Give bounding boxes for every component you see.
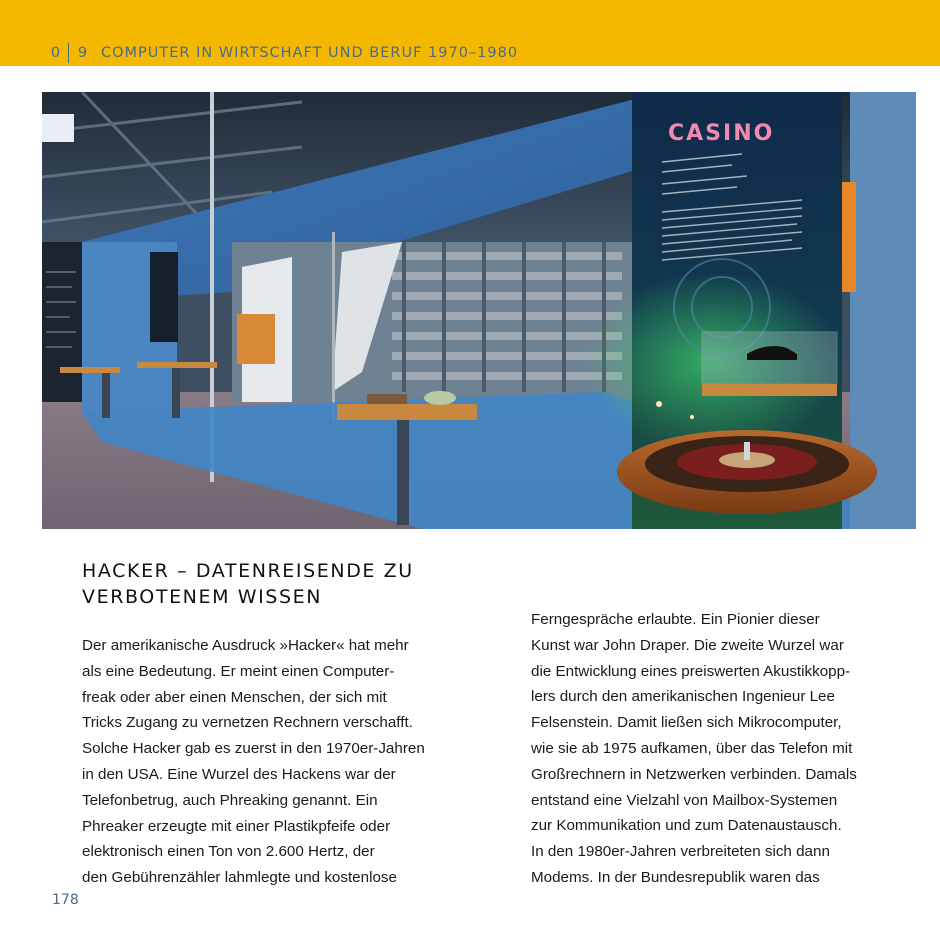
text-line: in den USA. Eine Wurzel des Hackens war der: [82, 765, 396, 783]
text-line: Telefonbetrug, auch Phreaking genannt. Ein: [82, 791, 378, 809]
chapter-number-digit-2: 9: [77, 45, 89, 61]
text-line: als eine Bedeutung. Er meint einen Computer-: [82, 662, 395, 680]
article-column-right: [531, 607, 901, 891]
exhibition-photo: [42, 92, 916, 529]
casino-sign: CASINO: [668, 121, 775, 146]
article-heading-line: VERBOTENEM WISSEN: [82, 586, 323, 608]
text-line: Der amerikanische Ausdruck »Hacker« hat mehr: [82, 637, 409, 654]
text-line: den Gebührenzähler lahmlegte und kostenlose: [82, 869, 397, 887]
text-line: wie sie ab 1975 aufkamen, über das Telefon mit: [531, 739, 853, 757]
chapter-number-digit-1: 0: [50, 45, 62, 61]
text-line: Modems. In der Bundesrepublik waren das: [531, 868, 820, 886]
text-line: freak oder aber einen Menschen, der sich mit: [82, 688, 387, 706]
exhibition-photo-illustration: [42, 92, 916, 529]
text-line: Phreaker erzeugte mit einer Plastikpfeife oder: [82, 817, 391, 835]
text-line: die Entwicklung eines preiswerten Akustikkopp-: [531, 662, 851, 680]
page-number: 178: [52, 892, 79, 908]
chapter-title: COMPUTER IN WIRTSCHAFT UND BERUF 1970–1980: [101, 45, 519, 61]
article-heading: [82, 558, 482, 610]
text-line: Tricks Zugang zu vernetzen Rechnern verschafft.: [82, 714, 413, 732]
text-line: Felsenstein. Damit ließen sich Mikrocomputer,: [531, 714, 842, 732]
text-line: Solche Hacker gab es zuerst in den 1970er-Jahren: [82, 740, 425, 758]
text-line: zur Kommunikation und zum Datenaustausch.: [531, 817, 842, 835]
text-line: Ferngespräche erlaubte. Ein Pionier dieser: [531, 611, 820, 628]
text-line: Großrechnern in Netzwerken verbinden. Damals: [531, 765, 857, 783]
chapter-header: [48, 42, 518, 64]
text-line: elektronisch einen Ton von 2.600 Hertz, der: [82, 843, 375, 861]
text-line: In den 1980er-Jahren verbreiteten sich dann: [531, 843, 830, 861]
article-heading-line: HACKER – DATENREISENDE ZU: [82, 560, 414, 582]
text-line: lers durch den amerikanischen Ingenieur Lee: [531, 688, 835, 706]
text-line: entstand eine Vielzahl von Mailbox-Systemen: [531, 791, 838, 809]
chapter-divider: [68, 43, 69, 63]
text-line: Kunst war John Draper. Die zweite Wurzel war: [531, 636, 844, 654]
article-column-left: [82, 633, 452, 891]
